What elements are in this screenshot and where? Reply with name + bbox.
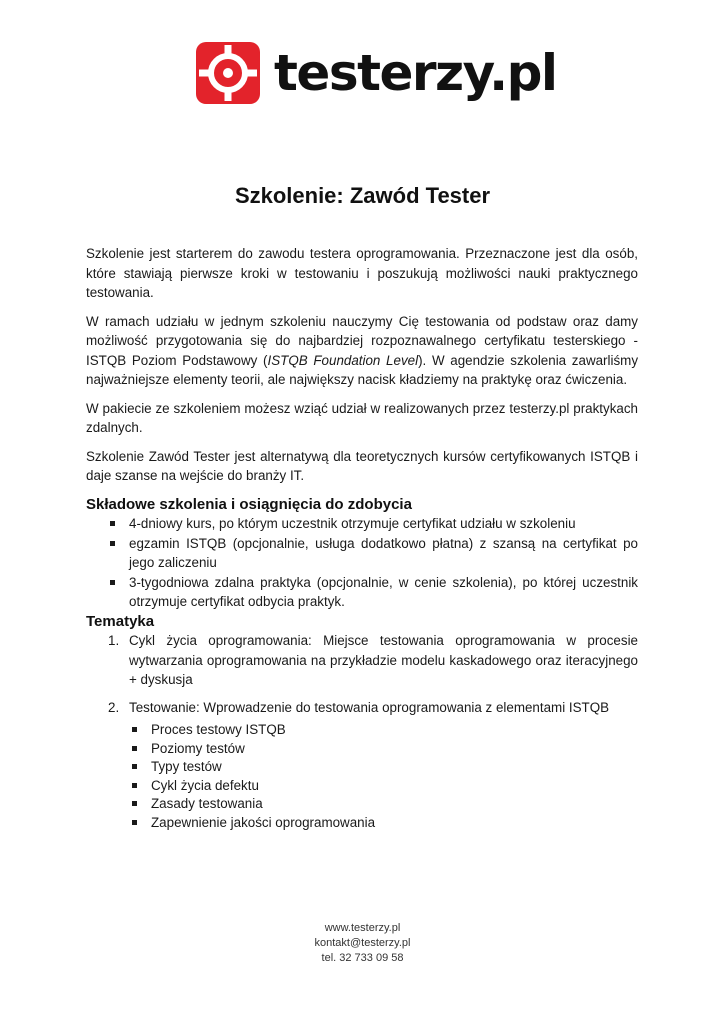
topic-text: Testowanie: Wprowadzenie do testowania oprogramowania z elementami ISTQB	[129, 699, 610, 715]
components-heading: Składowe szkolenia i osiągnięcia do zdobycia	[86, 495, 412, 513]
topic-sublist	[129, 721, 638, 832]
page-title: Szkolenie: Zawód Tester	[234, 183, 491, 208]
istqb-foundation-level: ISTQB Foundation Level	[267, 352, 419, 368]
topic-number: 2.	[108, 699, 120, 715]
intro-paragraph-4: Szkolenie Zawód Tester jest alternatywą dla teoretycznych kursów certyfikowanych ISTQB i daje szanse na wejście do branży IT.	[86, 448, 638, 483]
list-item: Typy testów	[129, 758, 638, 777]
intro-paragraph-2: W ramach udziału w jednym szkoleniu nauczymy Cię testowania od podstaw oraz damy możliwość przygotowania się do najbardziej rozpoznawalnego certyfikatu testerskiego - ISTQB Poziom Podstawowy (ISTQB Foundation Level). W agendzie szkolenia zawarliśmy najważniejsze elementy teorii, ale największy nacisk kładziemy na praktykę oraz ćwiczenia.	[86, 313, 639, 387]
list-item: Zapewnienie jakości oprogramowania	[129, 814, 638, 833]
list-item: egzamin ISTQB (opcjonalnie, usługa dodatkowo płatna) z szansą na certyfikat po jego zaliczeniu	[86, 534, 638, 573]
list-item: Poziomy testów	[129, 740, 638, 759]
topic-number: 1.	[108, 633, 120, 648]
list-item: Proces testowy ISTQB	[129, 721, 638, 740]
document-body	[86, 244, 638, 840]
topics-list	[86, 631, 638, 832]
list-item: 4-dniowy kurs, po którym uczestnik otrzymuje certyfikat udziału w szkoleniu	[86, 514, 638, 534]
list-item: 3-tygodniowa zdalna praktyka (opcjonalnie, w cenie szkolenia), po której uczestnik otrzymuje certyfikat odbycia praktyk.	[86, 573, 638, 612]
topic-item	[86, 698, 638, 833]
logo-text: testerzy.pl	[274, 44, 557, 102]
intro-paragraph-1: Szkolenie jest starterem do zawodu testera oprogramowania. Przeznaczone jest dla osób, które stawiają pierwsze kroki w testowaniu i poszukują możliwości nauki praktycznego testowania.	[86, 246, 638, 300]
footer-website: www.testerzy.pl	[324, 922, 401, 934]
footer-phone: tel. 32 733 09 58	[321, 952, 404, 964]
intro-paragraph-3: W pakiecie ze szkoleniem możesz wziąć udział w realizowanych przez testerzy.pl praktykach zdalnych.	[86, 400, 638, 435]
topics-heading: Tematyka	[86, 612, 155, 630]
topic-text: Cykl życia oprogramowania: Miejsce testowania oprogramowania w procesie wytwarzania oprogramowania na przykładzie modelu kaskadowego oraz iteracyjnego + dyskusja	[129, 633, 638, 687]
footer-email: kontakt@testerzy.pl	[314, 937, 411, 949]
target-crosshair-icon	[196, 42, 260, 104]
brand-logo	[196, 42, 557, 104]
list-item: Cykl życia defektu	[129, 777, 638, 796]
list-item: Zasady testowania	[129, 795, 638, 814]
page-footer	[0, 921, 725, 966]
components-list	[86, 514, 638, 612]
topic-item	[86, 631, 638, 690]
